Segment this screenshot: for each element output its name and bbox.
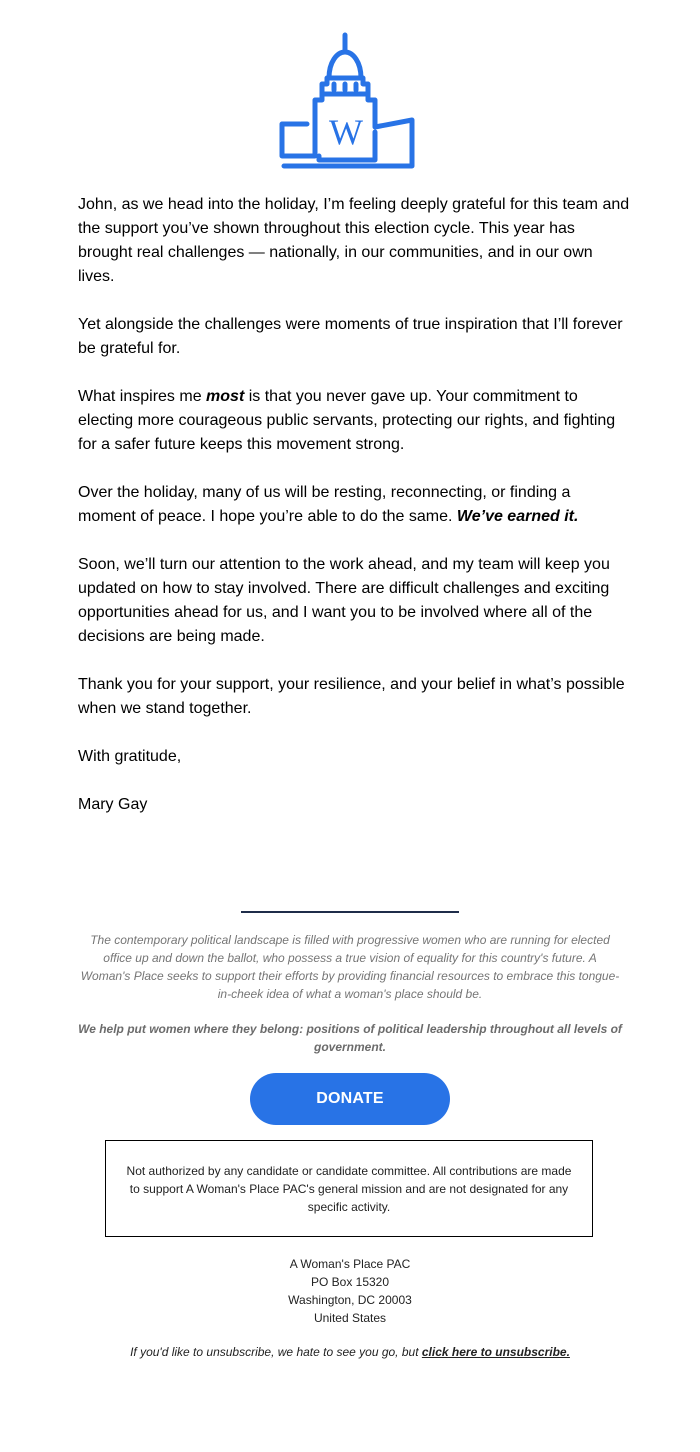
paragraph: What inspires me most is that you never gave up. Your commitment to electing more courageous public servants, protecting our rights, and fighting for a safer future keeps this movement strong. bbox=[78, 388, 616, 453]
disclaimer-box bbox=[105, 1140, 593, 1237]
emphasis-text: most bbox=[206, 388, 245, 405]
mission-statement: The contemporary political landscape is filled with progressive women who are running for elected office up and down the ballot, who possess a true vision of equality for this country's future. A Woman's Place seeks to support their efforts by providing financial resources to embrace this tongue- in-cheek idea of what a woman's place should be. bbox=[80, 933, 620, 1001]
emphasis-text: We’ve earned it. bbox=[456, 508, 579, 525]
signature: Mary Gay bbox=[78, 796, 148, 813]
letter-body bbox=[78, 193, 630, 817]
unsubscribe-link[interactable]: click here to unsubscribe. bbox=[421, 1345, 570, 1359]
tagline: We help put women where they belong: positions of political leadership throughout all levels of government. bbox=[78, 1022, 622, 1054]
paragraph: Thank you for your support, your resilience, and your belief in what’s possible when we stand together. bbox=[78, 676, 625, 717]
svg-text:W: W bbox=[329, 112, 363, 152]
unsubscribe-line: If you'd like to unsubscribe, we hate to see you go, but click here to unsubscribe. bbox=[130, 1345, 570, 1359]
paragraph: John, as we head into the holiday, I’m feeling deeply grateful for this team and the support you’ve shown throughout this election cycle. This year has brought real challenges — nationally, in our communities, and in our own lives. bbox=[78, 196, 630, 285]
paragraph: Over the holiday, many of us will be resting, reconnecting, or finding a moment of peace. I hope you’re able to do the same. We’ve earned it. bbox=[78, 484, 579, 525]
divider bbox=[241, 911, 459, 913]
paragraph: Soon, we’ll turn our attention to the work ahead, and my team will keep you updated on how to stay involved. There are difficult challenges and exciting opportunities ahead for us, and I want you to be involved where all of the decisions are being made. bbox=[78, 556, 610, 645]
paragraph: Yet alongside the challenges were moments of true inspiration that I’ll forever be grateful for. bbox=[78, 316, 623, 357]
closing: With gratitude, bbox=[78, 748, 182, 765]
capitol-dome-w-icon bbox=[279, 32, 421, 174]
donate-button[interactable]: DONATE bbox=[250, 1073, 450, 1125]
mailing-address: A Woman's Place PAC PO Box 15320 Washington, DC 20003 United States bbox=[288, 1257, 412, 1325]
disclaimer-text: Not authorized by any candidate or candidate committee. All contributions are made to support A Woman's Place PAC's general mission and are not designated for any specific activity. bbox=[126, 1163, 572, 1214]
logo bbox=[0, 32, 700, 174]
